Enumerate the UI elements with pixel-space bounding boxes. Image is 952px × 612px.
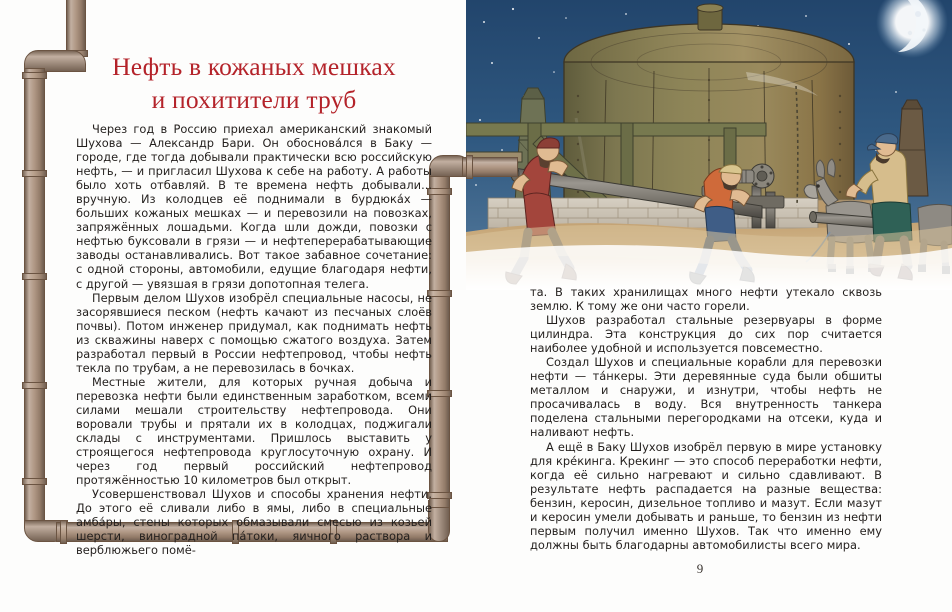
page-title-line-1: Нефть в кожаных мешках [112, 52, 396, 81]
right-text-column [530, 285, 882, 552]
paragraph: Местные жители, для которых ручная добыча и перевозка нефти были единственным заработком, всеми силами мешали строительству нефтепровода. Они воровали трубы и прятали их в колодцах, поджигали склады с инструментами. Пришлось выставить у строящегося нефтепровода круглосуточную охрану. И через год первый российский нефтепровод протяжённостью 10 километров был открыт. [76, 374, 432, 488]
paragraph: А ещё в Баку Шухов изобрёл первую в мире установку для кре́кинга. Крекинг — это способ переработки нефти, когда её сильно нагревают и сильно сдавливают. В результате нефть распадается на разные вещества: бензин, керосин, дизельное топливо и мазут. Если мазут и керосин умели добывать и раньше, то бензин из нефти первым получил именно Шухов. Так что именно ему должны быть благодарны автомобилисты всего мира. [530, 439, 882, 552]
pipe-coupler-left-1 [22, 72, 47, 79]
pipe-segment-top-stub [66, 0, 86, 52]
paragraph: та. В таких хранилищах много нефти утекало сквозь землю. К тому же они часто горели. [530, 285, 882, 314]
page-title-line-2: и похитители труб [151, 85, 357, 114]
pipe-coupler-left-3 [22, 273, 47, 280]
paragraph: Шухов разработал стальные резервуары в форме цилиндра. Эта конструкция до сих пор считается наиболее удобной и используется повсеместно. [530, 313, 882, 356]
pipe-coupler-bottom-1 [60, 520, 67, 544]
paragraph: Создал Шухов и специальные корабли для перевозки нефти — та́нкеры. Эти деревянные суда были обшиты металлом и снаружи, и изнутри, чтобы нефть не просачивалась в воду. Вся внутренность танкера поделена стальными перегородками на отсеки, куда и наливают нефть. [530, 355, 882, 440]
pipe-segment-left-vertical [24, 68, 45, 528]
page-title [78, 50, 430, 116]
paragraph: Усовершенствовал Шухов и способы хранения нефти. До этого её сливали либо в ямы, либо в специальные амба́ры, стены которых обмазывали смесью из козьей шерсти, виноградной па́токи, яичного раствора и верблюжьего помё- [76, 487, 432, 558]
paragraph: Через год в Россию приехал американский знакомый Шухова — Александр Бари. Он обоснова́лся в Баку — городе, где тогда добывали практически всю российскую нефть, — и пригласил Шухова к себе на работу. А работы было хоть отбавляй. В те времена нефть добывали... вручную. Из колодцев её поднимали в бурдюка́х — больших кожаных мешках — и перевозили на повозках, запряжённых лошадьми. Когда шли дожди, повозки с нефтью буксовали в грязи — и нефтеперерабатывающие заводы останавливались. Вот такое забавное сочетание: с одной стороны, автомобили, едущие благодаря нефти, с другой — увязшая в грязи допотопная телега. [76, 122, 432, 291]
page-number: 9 [696, 561, 704, 576]
pipe-segment-right-vertical [429, 172, 450, 508]
pipe-coupler-left-4 [22, 382, 47, 389]
pipe-coupler-left-2 [22, 170, 47, 177]
left-text-column [76, 122, 432, 557]
pipe-coupler-illustration [466, 155, 473, 179]
paragraph: Первым делом Шухов изобрёл специальные насосы, не засорявшиеся песком (нефть качают из песчаных слоёв почвы). Потом инженер придумал, как поднимать нефть из скважины наверх с помощью сжатого воздуха. Затем разработал первый в России нефтепровод, чтобы нефть текла по трубам, а не перевозилась в бочках. [76, 290, 432, 375]
pipe-coupler-left-5 [22, 478, 47, 485]
illustration-night-oil-tank [466, 0, 952, 290]
